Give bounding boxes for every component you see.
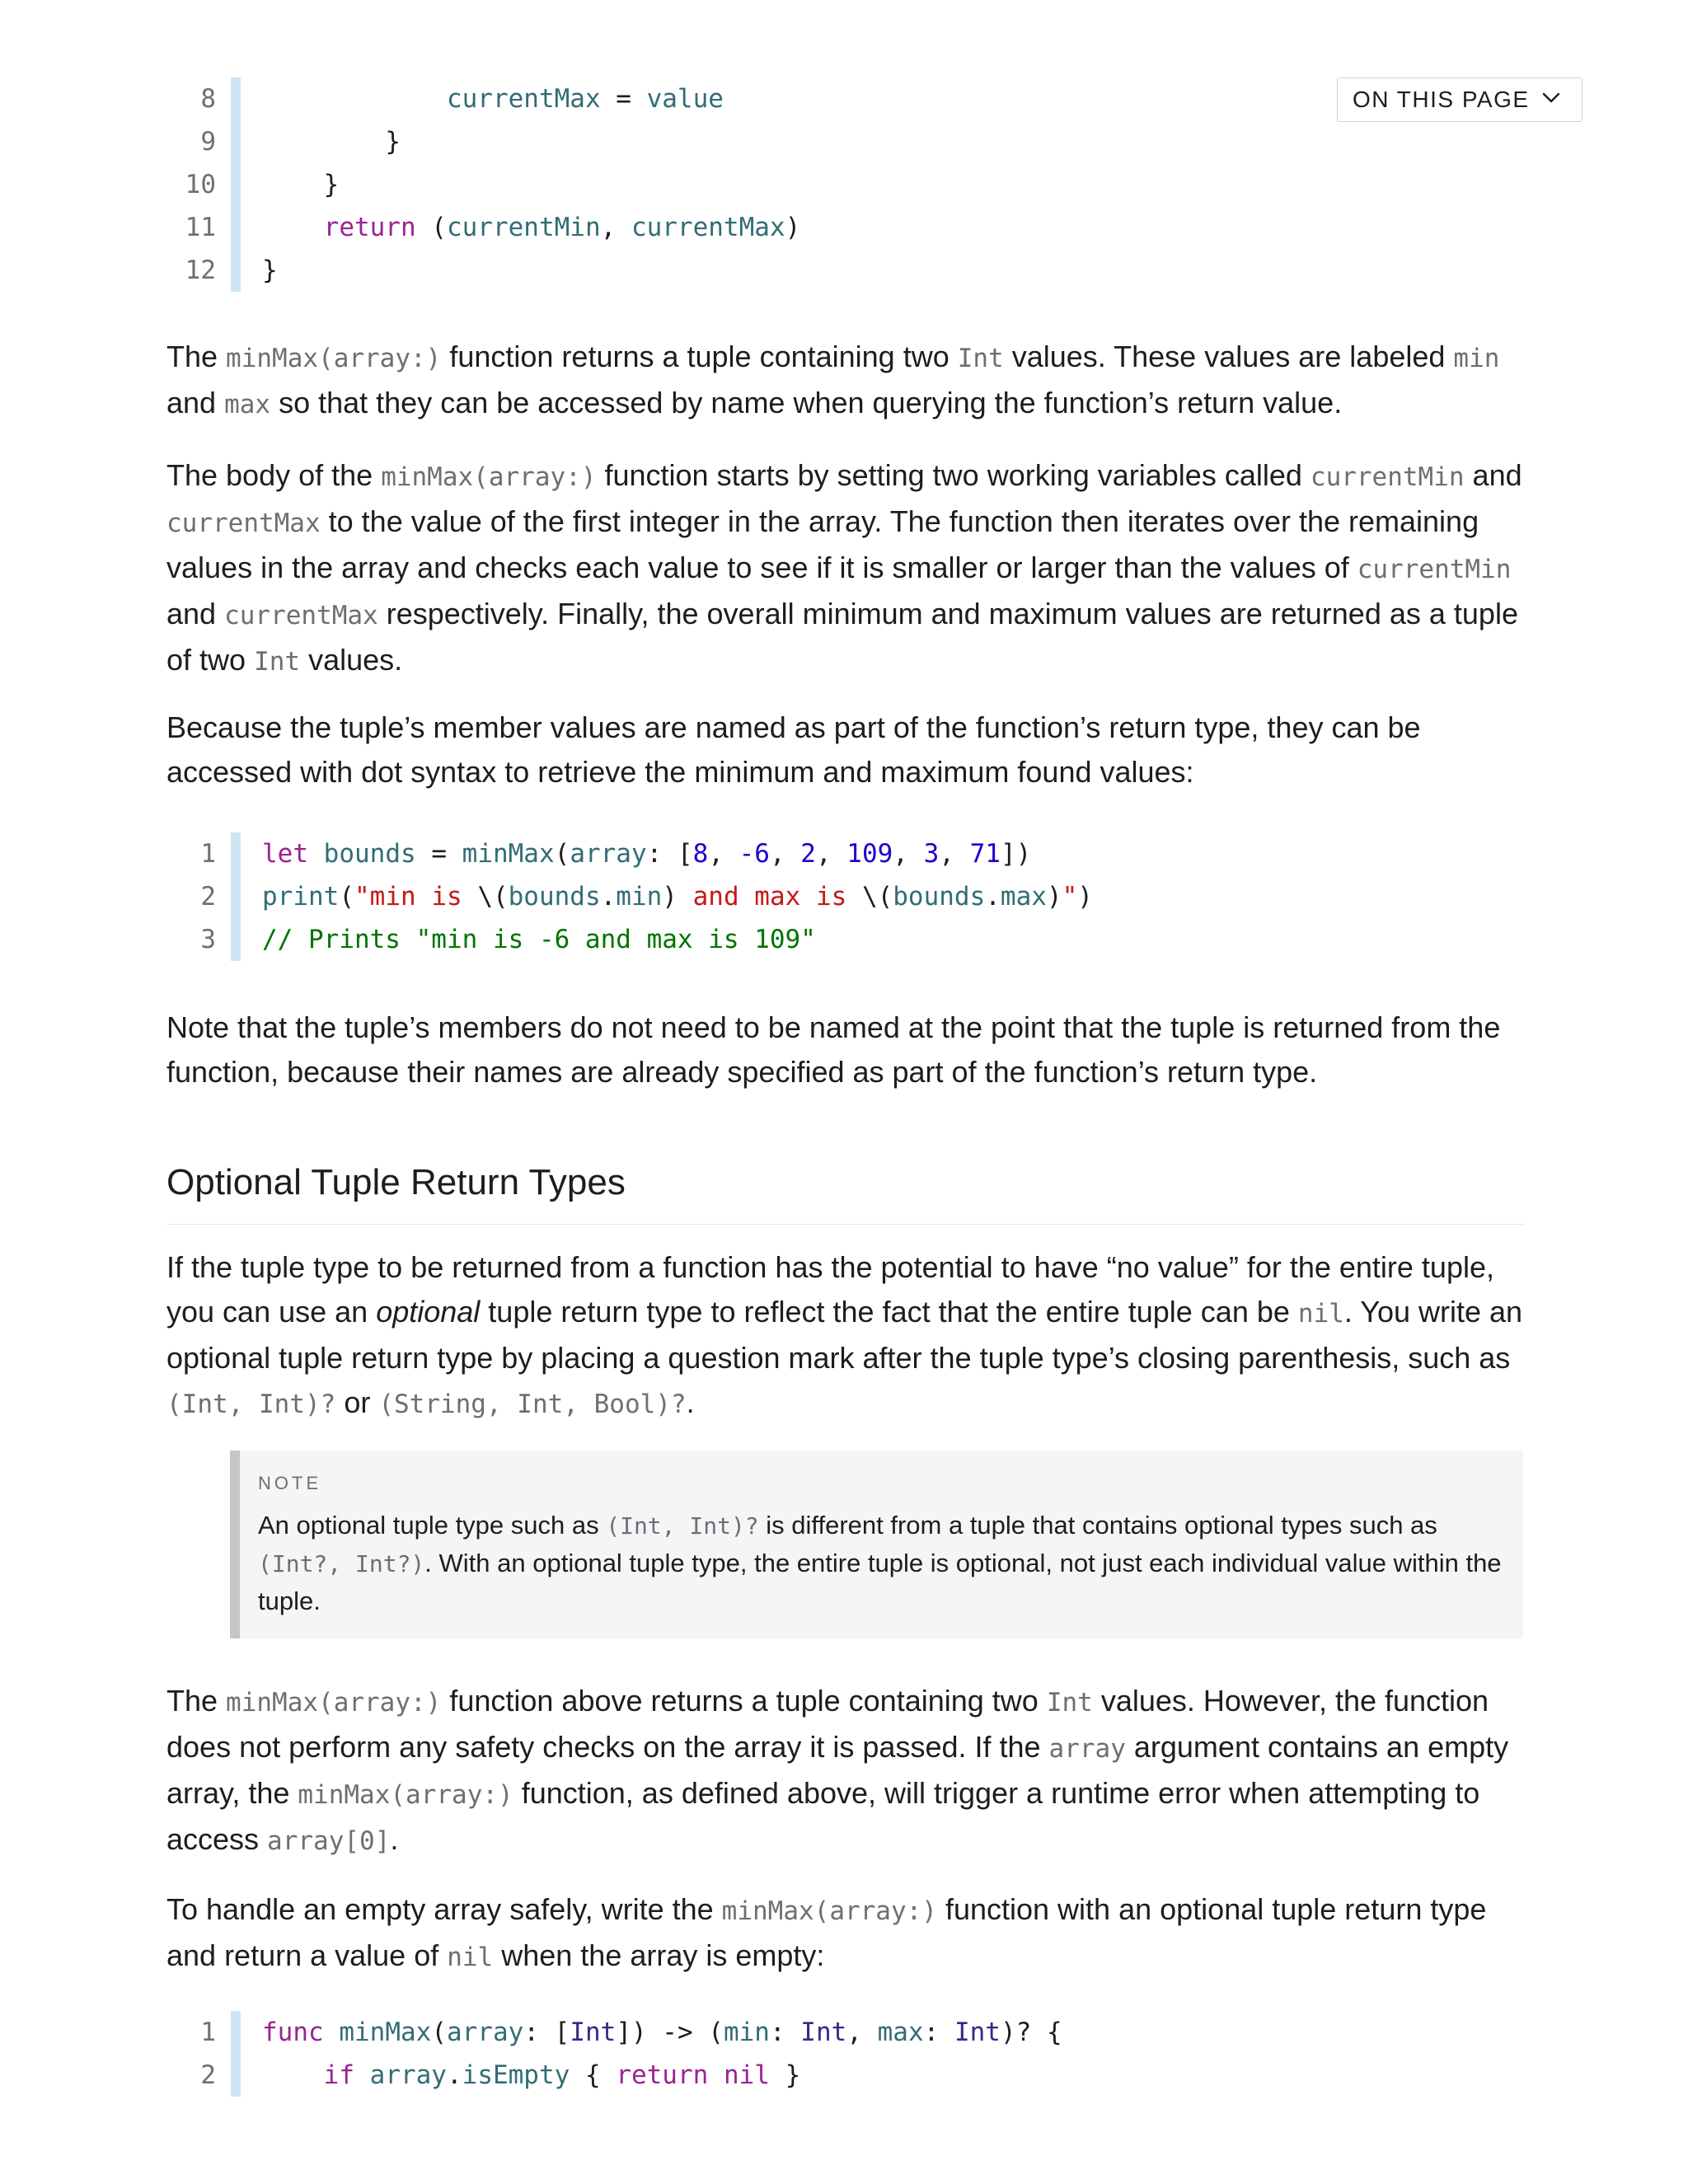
inline-code: (Int, Int)? [166,1390,336,1419]
code-token: array [369,2060,447,2090]
code-token: , [815,839,847,869]
code-text [241,120,401,163]
code-token: ]) [1000,839,1032,869]
text-run: values. These values are labeled [1003,340,1454,373]
paragraph-optional-tuple [166,1245,1535,1427]
text-run: The [166,340,227,373]
code-token: 3 [923,839,940,869]
inline-code: currentMax [224,601,378,630]
code-token: . [600,882,617,912]
text-run: The [166,1684,227,1718]
inline-code: Int [1046,1688,1093,1718]
code-token: let [262,839,308,869]
code-line [166,2054,1523,2097]
code-token: Int [954,2018,1001,2047]
code-token: . [446,2060,462,2090]
code-line [166,918,1523,961]
text-run: The body of the [166,458,382,492]
code-text [241,918,816,961]
note-callout [230,1451,1523,1638]
code-token: , [600,213,631,242]
code-line [166,832,1523,875]
text-run: function, as defined above, will trigger a runtime error when attempting to access [166,1776,1480,1856]
code-token: isEmpty [462,2060,570,2090]
inline-code: nil [1297,1299,1344,1329]
text-run: or [335,1385,379,1419]
code-token: ) [662,882,678,912]
line-number: 10 [185,170,216,199]
code-token: } [385,127,401,157]
code-text [241,163,339,206]
code-token: = [600,84,647,114]
code-token: "min is [354,882,478,912]
inline-code: currentMax [166,509,321,538]
code-token: ( [339,882,354,912]
code-token: , [939,839,970,869]
code-token: nil [723,2060,770,2090]
inline-code: Int [254,647,301,677]
code-token: { [570,2060,617,2090]
code-token: // Prints "min is -6 and max is 109" [262,925,816,954]
code-token: minMax [339,2018,432,2047]
code-token: Int [570,2018,617,2047]
paragraph-tuple-members [166,1005,1535,1094]
inline-code: array [1048,1734,1126,1764]
line-number: 11 [185,213,216,242]
code-token: array [446,2018,524,2047]
text-run: and [1464,458,1522,492]
code-line [166,163,1523,206]
code-gutter-bar [231,875,241,918]
inline-code: (Int?, Int?) [258,1550,425,1577]
text-run: values. [300,643,403,677]
code-text [241,832,1031,875]
code-text [241,2011,1062,2054]
inline-code: currentMin [1310,462,1465,492]
code-token: minMax [462,839,555,869]
code-token: ) [785,213,801,242]
code-gutter-bar [231,120,241,163]
inline-code: max [224,390,271,419]
text-run: . [686,1385,695,1419]
text-run: to the value of the first integer in the array. The function then iterates over the remaining values in the array and checks each value to see if it is smaller or larger than the values of [166,504,1479,584]
code-token: , [846,2018,878,2047]
code-text [241,2054,800,2097]
code-gutter-bar [231,2011,241,2054]
code-token: : [923,2018,954,2047]
note-label: NOTE [258,1473,322,1493]
code-line [166,249,1523,292]
code-token: , [708,839,739,869]
code-token: } [262,255,278,285]
code-token: ( [554,839,570,869]
code-token: print [262,882,340,912]
code-text [241,206,800,249]
code-token: 71 [969,839,1001,869]
code-token: , [769,839,801,869]
code-token: } [769,2060,801,2090]
inline-code: min [1453,344,1500,373]
line-number: 1 [200,839,216,869]
text-run: function returns a tuple containing two [441,340,958,373]
text-run: values. However, the function does not perform any safety checks on the array it is passed. If the [166,1684,1489,1764]
text-run: Note that the tuple’s members do not need to be named at the point that the tuple is returned from the function, because their names are already specified as part of the function’s return type. [166,1010,1501,1089]
code-token: 109 [846,839,893,869]
code-token: -6 [738,839,770,869]
code-token: value [646,84,724,114]
code-gutter-bar [231,206,241,249]
code-token [308,839,324,869]
code-token: Int [800,2018,847,2047]
code-token: , [893,839,924,869]
code-listing-optional-minmax [166,2011,1523,2097]
inline-code: minMax(array:) [721,1896,937,1926]
chevron-down-icon [1542,92,1560,108]
line-number: 2 [200,882,216,912]
code-gutter-bar [231,2054,241,2097]
text-run: function starts by setting two working variables called [596,458,1311,492]
code-token: " [1062,882,1078,912]
text-run: An optional tuple type such as [258,1511,607,1540]
code-text [241,77,724,120]
note-text [258,1507,1503,1619]
code-token: if [323,2060,354,2090]
code-gutter-bar [231,163,241,206]
code-token: : [ [646,839,693,869]
line-number: 1 [200,2018,216,2047]
code-token: and max is [677,882,862,912]
code-token: )? { [1000,2018,1062,2047]
code-token: \( [861,882,893,912]
code-token: currentMax [446,84,601,114]
paragraph-safety-checks [166,1679,1535,1863]
paragraph-dot-syntax [166,705,1535,794]
code-token: array [570,839,647,869]
code-token: ) [1046,882,1062,912]
code-gutter-bar [231,77,241,120]
inline-code: currentMin [1357,555,1512,584]
code-token: ( [431,2018,447,2047]
text-run: tuple return type to reflect the fact that the entire tuple can be [480,1295,1298,1329]
code-token: ( [415,213,447,242]
inline-code: (Int, Int)? [606,1512,759,1540]
code-line [166,2011,1523,2054]
code-token: max [877,2018,924,2047]
line-number: 9 [200,127,216,157]
paragraph-minmax-returns [166,335,1535,427]
inline-code: (String, Int, Bool)? [378,1390,687,1419]
text-run: . With an optional tuple type, the entire tuple is optional, not just each individual value within the tuple. [258,1549,1502,1615]
text-run: so that they can be accessed by name when querying the function’s return value. [270,386,1343,419]
paragraph-minmax-body [166,453,1535,684]
on-this-page-label: ON THIS PAGE [1353,87,1530,112]
inline-code: minMax(array:) [298,1780,513,1810]
text-run: Because the tuple’s member values are named as part of the function’s return type, they can be accessed with dot syntax to retrieve the minimum and maximum found values: [166,710,1421,789]
line-number: 8 [200,84,216,114]
section-heading: Optional Tuple Return Types [166,1158,1523,1225]
code-line [166,206,1523,249]
inline-code: minMax(array:) [226,1688,442,1718]
inline-code: minMax(array:) [226,344,442,373]
text-run: and [166,386,225,419]
line-number: 3 [200,925,216,954]
code-token: bounds [323,839,416,869]
code-token: max [1000,882,1047,912]
code-token: func [262,2018,324,2047]
code-token: min [616,882,663,912]
code-token: 2 [800,839,816,869]
code-token: return [616,2060,709,2090]
code-line [166,77,1523,120]
text-run: . [390,1822,399,1856]
code-line [166,875,1523,918]
line-number: 12 [185,255,216,285]
line-number: 2 [200,2060,216,2090]
inline-code: nil [447,1943,494,1972]
on-this-page-dropdown[interactable] [1337,77,1582,122]
code-text [241,875,1093,918]
code-token [708,2060,724,2090]
code-token [354,2060,370,2090]
code-listing-bounds [166,832,1523,961]
text-run: function with an optional tuple return type and return a value of [166,1892,1487,1972]
inline-code: Int [957,344,1004,373]
text-run: respectively. Finally, the overall minimum and maximum values are returned as a tuple of two [166,597,1518,677]
code-gutter-bar [231,249,241,292]
code-token: = [415,839,462,869]
code-listing-minmax-tail [166,77,1523,292]
code-token [324,2018,340,2047]
text-run: function above returns a tuple containing two [441,1684,1047,1718]
code-line [166,120,1523,163]
text-run: and [166,597,225,630]
code-token: . [985,882,1001,912]
code-token: bounds [893,882,986,912]
code-token: currentMax [631,213,785,242]
text-run: . You write an optional tuple return type by placing a question mark after the tuple type’s closing parenthesis, such as [166,1295,1523,1375]
emphasis: optional [376,1295,481,1329]
text-run: argument contains an empty array, the [166,1730,1509,1810]
code-token: : [ [523,2018,570,2047]
code-token: 8 [692,839,709,869]
code-text [241,249,278,292]
text-run: If the tuple type to be returned from a function has the potential to have “no value” for the entire tuple, you can use an [166,1250,1494,1329]
code-token: min [723,2018,770,2047]
code-token: } [323,170,340,199]
text-run: To handle an empty array safely, write the [166,1892,722,1926]
code-token: \( [477,882,509,912]
text-run: when the array is empty: [493,1938,825,1972]
code-token: currentMin [446,213,601,242]
text-run: is different from a tuple that contains optional types such as [758,1511,1437,1540]
inline-code: minMax(array:) [381,462,597,492]
code-token: ]) -> ( [616,2018,724,2047]
code-token: return [323,213,416,242]
inline-code: array[0] [267,1826,391,1856]
code-token: ) [1077,882,1093,912]
code-gutter-bar [231,832,241,875]
code-gutter-bar [231,918,241,961]
code-token: : [769,2018,801,2047]
paragraph-empty-array [166,1887,1535,1980]
code-token: bounds [508,882,601,912]
